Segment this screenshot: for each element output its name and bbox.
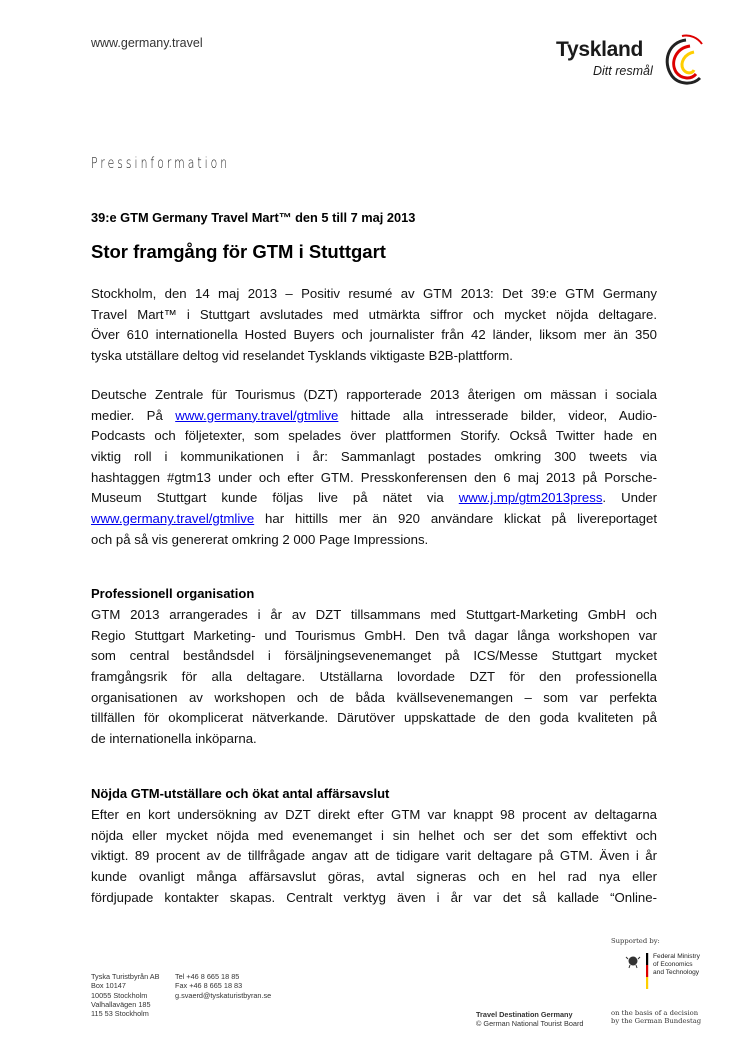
- text-line: Travel Mart™ i Stuttgart avslutades med utmärkta siffror och mycket nöjda deltagare.: [91, 306, 657, 322]
- text-line: viktig roll i kommunikationen i år: Sammanlagt postades omkring 300 tweets via: [91, 449, 657, 465]
- text-run: medier. På: [91, 407, 176, 423]
- address-line: Valhallavägen 185: [91, 999, 151, 1009]
- text-line: kunde ovanligt många affärsavslut göras, avtal signeras och en hel rad nya eller: [91, 869, 657, 885]
- phone: Tel +46 8 665 18 85: [175, 972, 240, 981]
- text-line: Podcasts och följetexter, som spelades över plattformen Storify. Också Twitter hade en: [91, 428, 657, 444]
- federal-ministry-logo: [625, 953, 715, 993]
- address-line: Box 10147: [91, 981, 126, 991]
- bundestag-note: [611, 1009, 701, 1026]
- text-line: Över 610 internationella Hosted Buyers och journalister från 42 länder, liksom mer än 350: [91, 327, 657, 343]
- tdg-subtitle: © German National Tourist Board: [476, 1019, 584, 1028]
- text-line: GTM 2013 arrangerades i år av DZT tillsammans med Stuttgart-Marketing GmbH och: [91, 607, 657, 622]
- tyskland-logo: [556, 32, 706, 92]
- footer-address: [91, 972, 160, 1018]
- logo-subtitle: Ditt resmål: [593, 64, 653, 78]
- text-line: nöjda eller mycket nöjda med evenemanget i sin helhet och ser det som effektivt och: [91, 827, 657, 843]
- text-run: . Under: [602, 490, 658, 506]
- eagle-flag-icon: [625, 953, 649, 993]
- ministry-line: and Technology: [653, 969, 700, 977]
- ministry-name: [653, 953, 700, 978]
- section-heading-exhibitors: Nöjda GTM-utställare och ökat antal affärsavslut: [91, 786, 390, 801]
- text-line: Stockholm, den 14 maj 2013 – Positiv resumé av GTM 2013: Det 39:e GTM Germany: [91, 286, 657, 301]
- section-heading-organisation: Professionell organisation: [91, 586, 255, 601]
- address-line: 10055 Stockholm: [91, 990, 148, 1000]
- text-line: [91, 509, 657, 530]
- paragraph-organisation: [91, 605, 657, 750]
- text-line: fördjupade kontakter skapas. Centralt verktyg även i år var det så kallade “Online-: [91, 889, 657, 905]
- text-line: Efter en kort undersökning av DZT direkt efter GTM var knappt 98 procent av deltagarna: [91, 807, 657, 822]
- text-run: hittade alla intresserade bilder, videor, Audio-: [338, 407, 657, 423]
- flag-swirl-icon: [656, 32, 706, 92]
- gtmlive-link[interactable]: www.germany.travel/gtmlive: [175, 407, 339, 423]
- ministry-line: Federal Ministry: [653, 953, 700, 960]
- text-line: hashtaggen #gtm13 under och efter GTM. Presskonferensen den 6 maj 2013 på Porsche-: [91, 469, 657, 485]
- text-line: de internationella inköparna.: [91, 731, 257, 747]
- text-line: Regio Stuttgart Marketing- und Tourismus GmbH. Den två dagar långa workshopen var: [91, 627, 657, 643]
- headline: Stor framgång för GTM i Stuttgart: [91, 241, 386, 262]
- header-url[interactable]: www.germany.travel: [91, 36, 203, 50]
- note-line: by the German Bundestag: [611, 1017, 702, 1026]
- text-line: Deutsche Zentrale für Tourismus (DZT) rapporterade 2013 återigen om mässan i sociala: [91, 387, 657, 402]
- footer-contact: [175, 972, 271, 1000]
- event-line: 39:e GTM Germany Travel Mart™ den 5 till 7 maj 2013: [91, 210, 416, 225]
- press-conference-link[interactable]: www.j.mp/gtm2013press: [458, 490, 603, 506]
- paragraph-social-media: [91, 385, 657, 551]
- tdg-title: Travel Destination Germany: [476, 1010, 573, 1019]
- text-line: tillfällen för okomplicerat nätverkande. Därutöver uppskattade de den goda kvaliteten på: [91, 710, 657, 726]
- footer-tdg: [476, 1010, 583, 1028]
- logo-title: Tyskland: [556, 38, 644, 61]
- address-line: 115 53 Stockholm: [91, 1009, 149, 1019]
- email-link[interactable]: g.svaerd@tyskaturistbyran.se: [175, 990, 272, 1000]
- paragraph-exhibitors: [91, 805, 657, 908]
- text-line: som central beståndsdel i försäljningsevenemanget på ICS/Messe Stuttgart mycket: [91, 648, 657, 664]
- fax: Fax +46 8 665 18 83: [175, 981, 243, 991]
- paragraph-intro: [91, 284, 657, 367]
- text-line: [91, 488, 657, 509]
- text-line: viktigt. 89 procent av de tillfrågade angav att de tidigare varit deltagare på GTM. Även i år: [91, 848, 657, 864]
- text-line: framgångsrik för alla deltagare. Utställarna lovordade DZT för den professionella: [91, 669, 657, 685]
- text-line: och på så vis genererat omkring 2 000 Page Impressions.: [91, 531, 429, 547]
- note-line: on the basis of a decision: [611, 1009, 699, 1017]
- text-line: [91, 406, 657, 427]
- text-run: Museum Stuttgart kunde följas live på nätet via: [91, 490, 459, 506]
- address-line: Tyska Turistbyrån AB: [91, 972, 160, 981]
- press-information-label: Pressinformation: [91, 154, 231, 172]
- text-line: organisationen av workshopen och de båda kvällsevenemangen – som var perfekta: [91, 689, 657, 705]
- gtmlive-link-2[interactable]: www.germany.travel/gtmlive: [91, 511, 255, 527]
- supported-by-label: Supported by:: [611, 937, 660, 945]
- text-line: tyska utställare deltog vid reselandet Tysklands viktigaste B2B-plattform.: [91, 348, 513, 364]
- text-run: har hittills mer än 920 användare klickat på livereportaget: [254, 511, 657, 527]
- ministry-line: of Economics: [653, 961, 693, 969]
